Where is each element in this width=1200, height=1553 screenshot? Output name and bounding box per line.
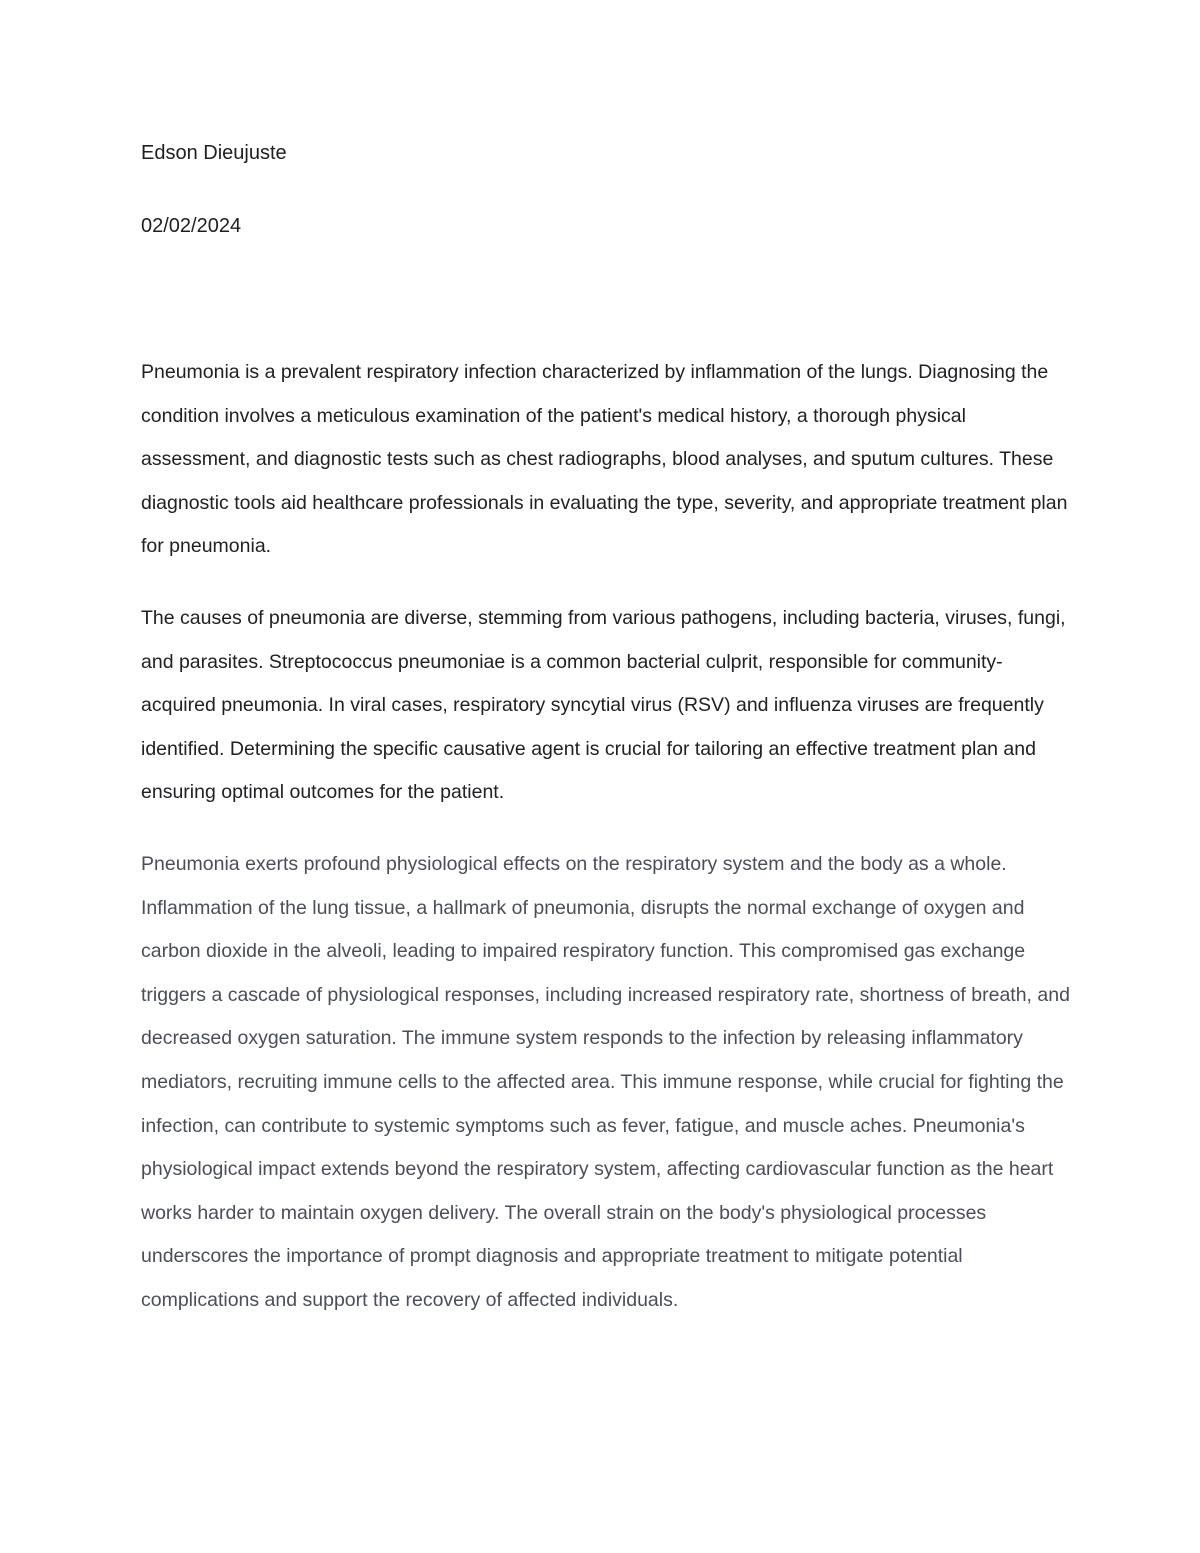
document-body: [141, 138, 1071, 1350]
author-name: Edson Dieujuste: [141, 142, 287, 164]
paragraph-causes: The causes of pneumonia are diverse, stemming from various pathogens, including bacteria, viruses, fungi, and parasites. Streptococcus pneumoniae is a common bacterial culprit, responsible for community-acquired pneumonia. In viral cases, respiratory syncytial virus (RSV) and influenza viruses are frequently identified. Determining the specific causative agent is crucial for tailoring an effective treatment plan and ensuring optimal outcomes for the patient.: [141, 606, 1066, 804]
document-date: 02/02/2024: [141, 215, 242, 237]
paragraph-physiological-effects: Pneumonia exerts profound physiological effects on the respiratory system and the body as a whole. Inflammation of the lung tissue, a hallmark of pneumonia, disrupts the normal exchange of oxygen and carbon dioxide in the alveoli, leading to impaired respiratory function. This compromised gas exchange triggers a cascade of physiological responses, including increased respiratory rate, shortness of breath, and decreased oxygen saturation. The immune system responds to the infection by releasing inflammatory mediators, recruiting immune cells to the affected area. This immune response, while crucial for fighting the infection, can contribute to systemic symptoms such as fever, fatigue, and muscle aches. Pneumonia's physiological impact extends beyond the respiratory system, affecting cardiovascular function as the heart works harder to maintain oxygen delivery. The overall strain on the body's physiological processes underscores the importance of prompt diagnosis and appropriate treatment to mitigate potential complications and support the recovery of affected individuals.: [141, 852, 1070, 1311]
paragraph-diagnosis: Pneumonia is a prevalent respiratory infection characterized by inflammation of the lungs. Diagnosing the condition involves a meticulous examination of the patient's medical history, a thorough physical assessment, and diagnostic tests such as chest radiographs, blood analyses, and sputum cultures. These diagnostic tools aid healthcare professionals in evaluating the type, severity, and appropriate treatment plan for pneumonia.: [141, 361, 1068, 558]
